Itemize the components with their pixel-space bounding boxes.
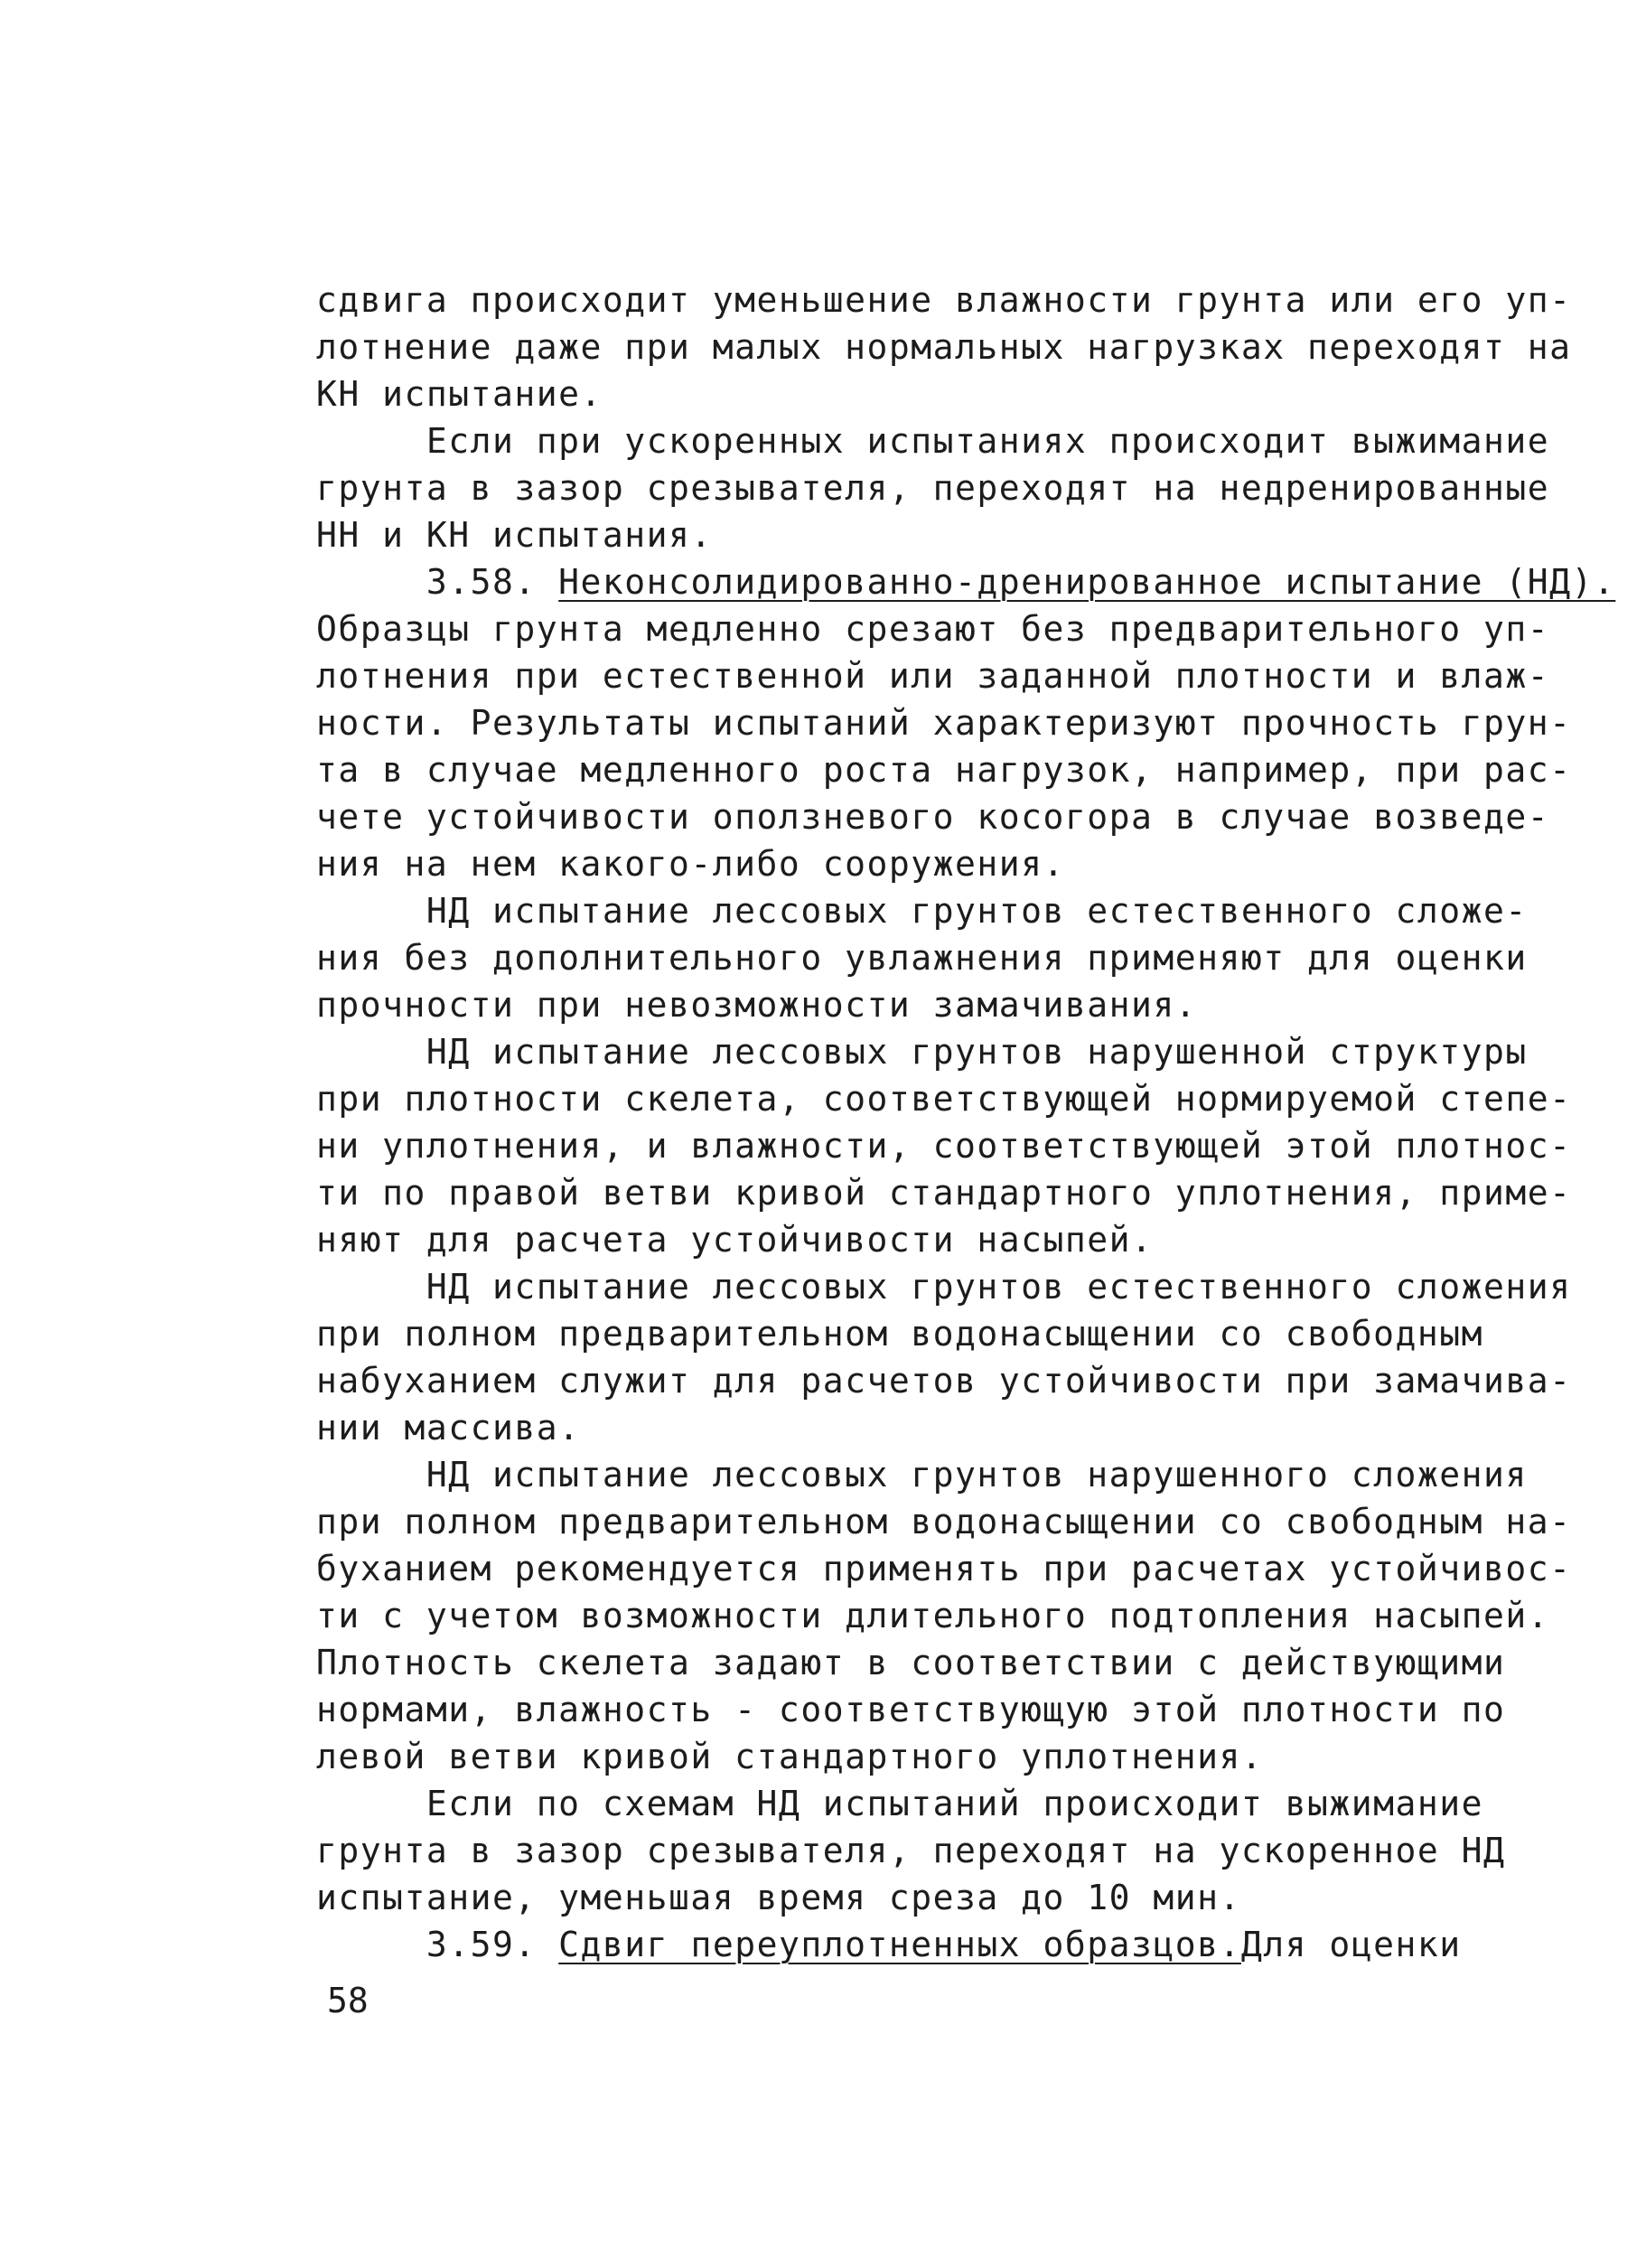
text-line: нии массива. <box>316 1408 581 1448</box>
text-line: ности. Результаты испытаний характеризуют прочность грун- <box>316 703 1572 743</box>
text-line: сдвига происходит уменьшение влажности грунта или его уп- <box>316 280 1572 320</box>
text-line: ти с учетом возможности длительного подтопления насыпей. <box>316 1596 1550 1635</box>
text-line: Если по схемам НД испытаний происходит выжимание <box>316 1784 1484 1823</box>
text-line: при плотности скелета, соответствующей нормируемой степе- <box>316 1079 1572 1119</box>
text-line: ния без дополнительного увлажнения применяют для оценки <box>316 938 1528 978</box>
text-line: ни уплотнения, и влажности, соответствующей этой плотнос- <box>316 1126 1572 1166</box>
text-line: лотнения при естественной или заданной плотности и влаж- <box>316 656 1550 696</box>
text-line: НД испытание лессовых грунтов нарушенного сложения <box>316 1455 1528 1495</box>
text-line: Образцы грунта медленно срезают без предварительного уп- <box>316 609 1550 649</box>
text-line: левой ветви кривой стандартного уплотнения. <box>316 1737 1264 1776</box>
section-heading-tail: Для оценки <box>1240 1925 1462 1964</box>
text-line: няют для расчета устойчивости насыпей. <box>316 1220 1154 1260</box>
text-line: испытание, уменьшая время среза до 10 мин. <box>316 1878 1241 1917</box>
text-line: набуханием служит для расчетов устойчивости при замачива- <box>316 1361 1572 1401</box>
text-line: при полном предварительном водонасыщении со свободным на- <box>316 1502 1572 1542</box>
text-line: прочности при невозможности замачивания. <box>316 985 1198 1025</box>
text-line: КН испытание. <box>316 374 603 414</box>
text-line: та в случае медленного роста нагрузок, например, при рас- <box>316 750 1572 790</box>
text-line: чете устойчивости оползневого косогора в случае возведе- <box>316 797 1550 837</box>
section-number: 3.58. <box>316 562 559 602</box>
text-line: буханием рекомендуется применять при расчетах устойчивос- <box>316 1549 1572 1589</box>
text-line: при полном предварительном водонасыщении со свободным <box>316 1314 1484 1354</box>
text-line: НН и КН испытания. <box>316 515 713 555</box>
section-3-59-line <box>316 1921 1462 1968</box>
text-line: НД испытание лессовых грунтов естественного сложе- <box>316 891 1528 931</box>
text-line: ния на нем какого-либо сооружения. <box>316 844 1065 884</box>
section-3-58-line <box>316 558 1615 605</box>
section-number: 3.59. <box>316 1925 559 1964</box>
section-heading: Сдвиг переуплотненных образцов. <box>558 1925 1241 1964</box>
text-line: ти по правой ветви кривой стандартного уплотнения, приме- <box>316 1173 1572 1213</box>
text-line: нормами, влажность - соответствующую этой плотности по <box>316 1690 1506 1729</box>
text-line: грунта в зазор срезывателя, переходят на ускоренное НД <box>316 1831 1506 1870</box>
text-line: НД испытание лессовых грунтов естественного сложения <box>316 1267 1572 1307</box>
text-line: грунта в зазор срезывателя, переходят на недренированные <box>316 468 1550 508</box>
text-line: Плотность скелета задают в соответствии с действующими <box>316 1643 1506 1682</box>
text-line: лотнение даже при малых нормальных нагрузках переходят на <box>316 327 1572 367</box>
page-number: 58 <box>327 1981 369 2020</box>
text-line: НД испытание лессовых грунтов нарушенной структуры <box>316 1032 1528 1072</box>
section-heading: Неконсолидированно-дренированное испытание (НД). <box>558 562 1616 602</box>
text-line: Если при ускоренных испытаниях происходит выжимание <box>316 421 1550 461</box>
